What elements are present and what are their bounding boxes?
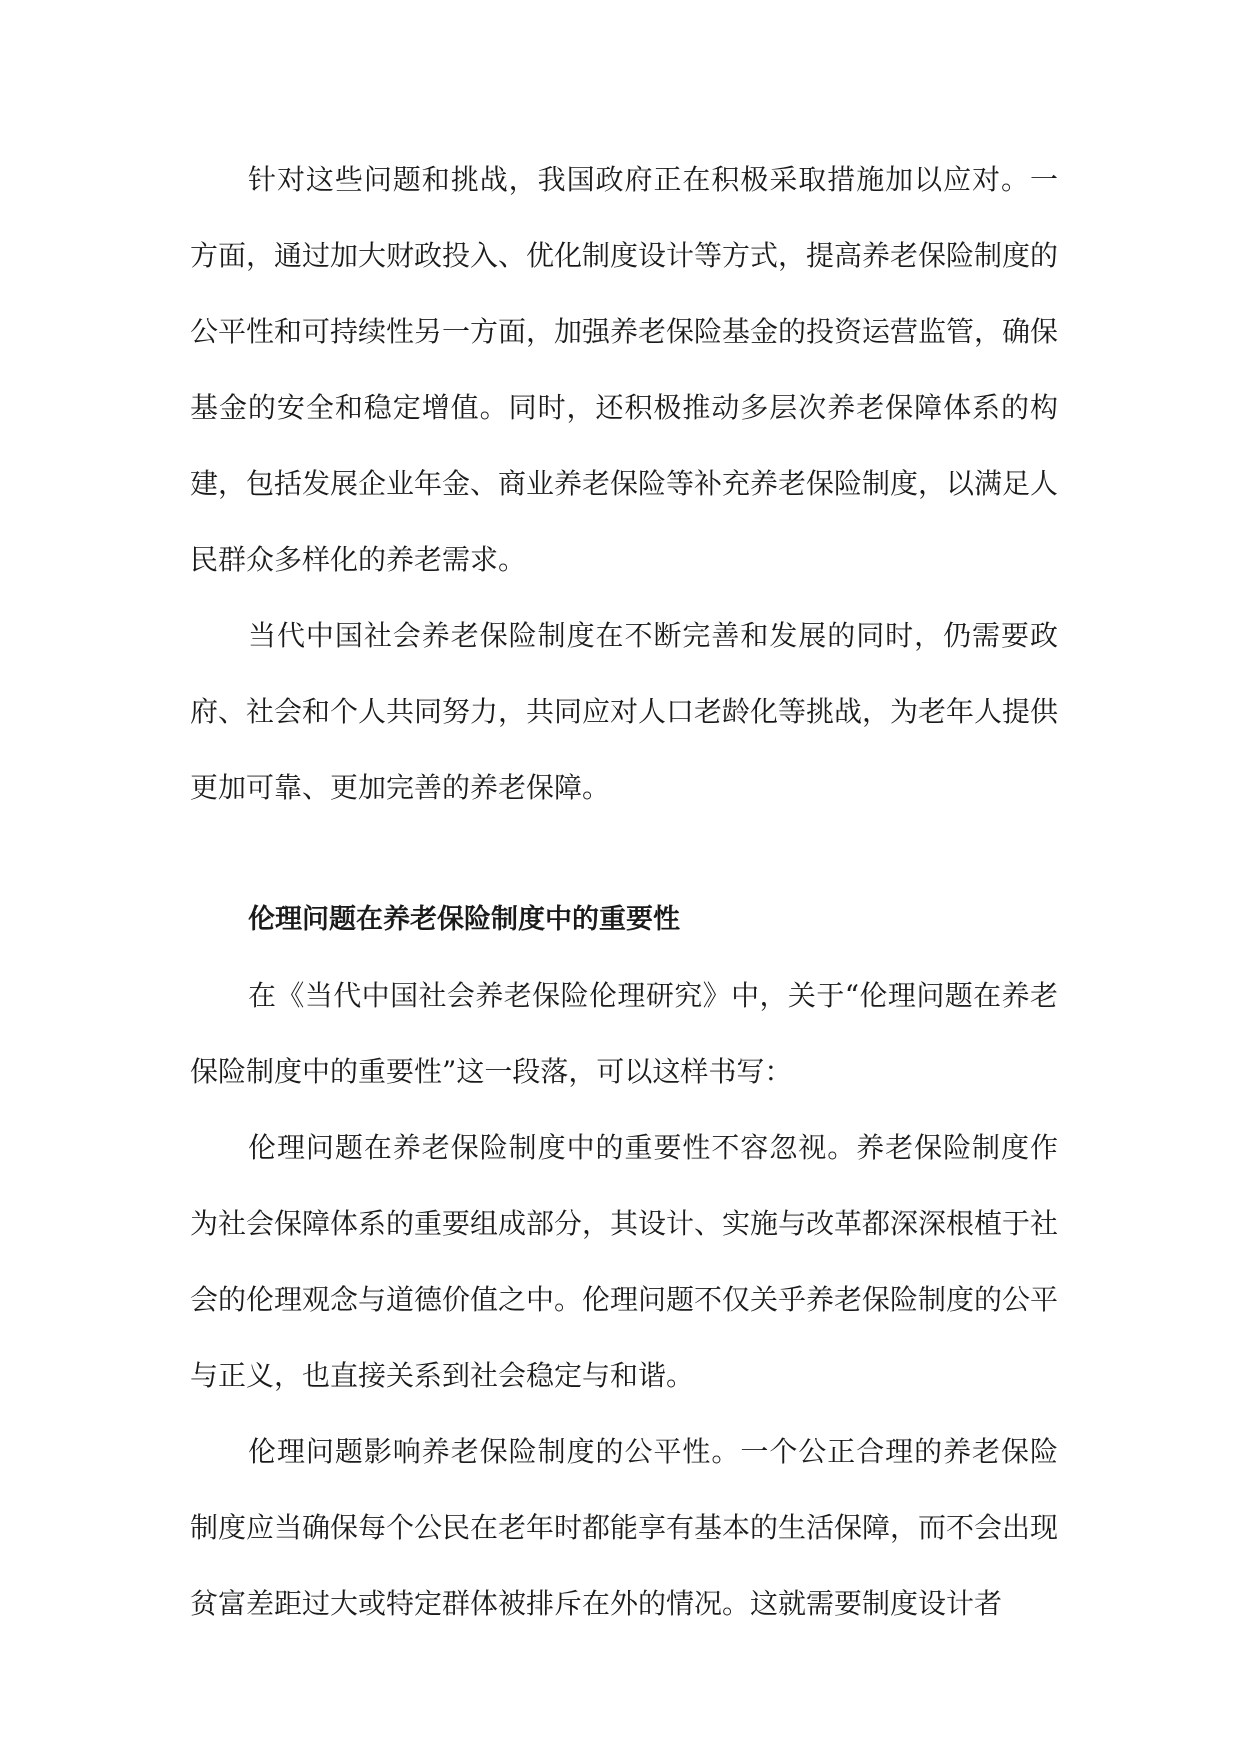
body-paragraph: 伦理问题在养老保险制度中的重要性不容忽视。养老保险制度作为社会保障体系的重要组成部分，其设计、实施与改革都深深根植于社会的伦理观念与道德价值之中。伦理问题不仅关乎养老保险制度的公平与正义，也直接关系到社会稳定与和谐。	[190, 1131, 1059, 1392]
document-body	[190, 142, 1058, 1642]
body-paragraph: 在《当代中国社会养老保险伦理研究》中，关于“伦理问题在养老保险制度中的重要性”这一段落，可以这样书写：	[190, 979, 1058, 1088]
body-paragraph: 伦理问题影响养老保险制度的公平性。一个公正合理的养老保险制度应当确保每个公民在老年时都能享有基本的生活保障，而不会出现贫富差距过大或特定群体被排斥在外的情况。这就需要制度设计者	[190, 1435, 1059, 1620]
body-paragraph: 当代中国社会养老保险制度在不断完善和发展的同时，仍需要政府、社会和个人共同努力，共同应对人口老龄化等挑战，为老年人提供更加可靠、更加完善的养老保障。	[190, 619, 1059, 804]
body-paragraph: 针对这些问题和挑战，我国政府正在积极采取措施加以应对。一方面，通过加大财政投入、优化制度设计等方式，提高养老保险制度的公平性和可持续性另一方面，加强养老保险基金的投资运营监管，确保基金的安全和稳定增值。同时，还积极推动多层次养老保障体系的构建，包括发展企业年金、商业养老保险等补充养老保险制度，以满足人民群众多样化的养老需求。	[190, 163, 1059, 576]
section-heading: 伦理问题在养老保险制度中的重要性	[248, 904, 680, 935]
